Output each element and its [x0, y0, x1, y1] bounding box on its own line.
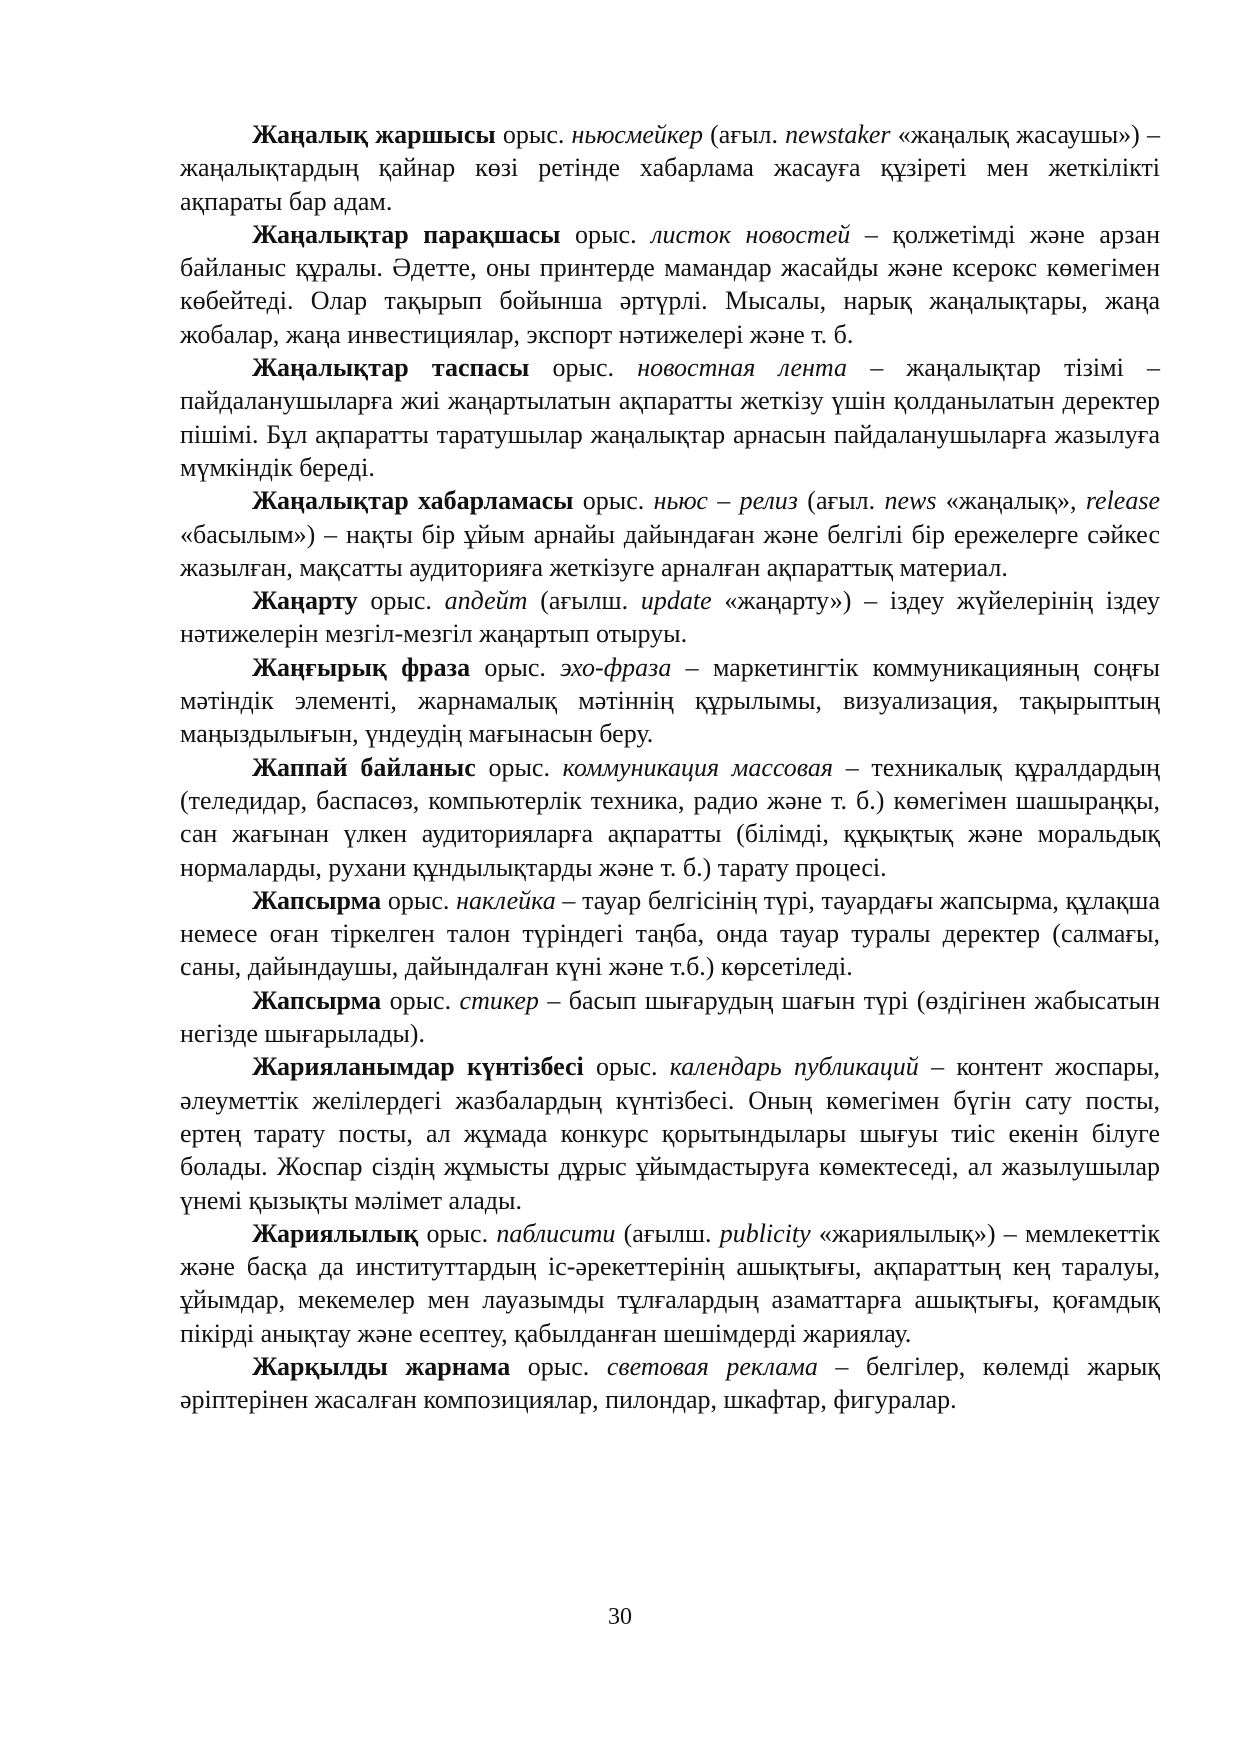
entry-text: – контент жоспары, әлеуметтік желілердегі жазбалардың күнтізбесі. Оның көмегімен бүгін сату посты, ертең тарату посты, ал жұмада конкурс қорытындылары шығуы тиіс екенін білуге болады. Жоспар сіздің жұмысты дұрыс ұйымдастыруға көмектеседі, ал жазылушылар үнемі қызықты мәлімет алады. — [180, 1052, 1160, 1215]
entry-term: Жаңарту — [252, 586, 358, 616]
entry-text: орыс. — [357, 586, 445, 616]
entry-foreign-term: календарь публикаций — [669, 1052, 919, 1082]
glossary-entry — [180, 651, 1160, 751]
entry-text: орыс. — [381, 985, 460, 1015]
entry-foreign-term: update — [640, 586, 712, 616]
entry-text: «жаңарту») – іздеу жүйелерінің іздеу нәтижелерін мезгіл-мезгіл жаңартып отыруы. — [180, 586, 1160, 649]
entry-text: (ағылш. — [615, 1218, 720, 1248]
entry-term: Жаппай байланыс — [252, 752, 476, 782]
entry-text: орыс. — [495, 120, 572, 149]
entry-text: «жаңалық», — [936, 486, 1086, 516]
entry-text: орыс. — [583, 1052, 670, 1082]
entry-text: – тауар белгісінің түрі, тауардағы жапсырма, құлақша немесе оған тіркелген талон түріндегі таңба, онда тауар туралы деректер (салмағы, саны, дайындаушы, дайындалған күні және т.б.) көрсетіледі. — [180, 885, 1160, 982]
entry-text: «жариялылық») – мемлекеттік және басқа да институттардың іс-әрекеттерінің ашықтығы, ақпараттың кең таралуы, ұйымдар, мекемелер мен лауазымды тұлғалардың азаматтарға ашықтығы, қоғамдық пікірді анықтау және есептеу, қабылданған шешімдерді жариялау. — [180, 1218, 1161, 1348]
entry-text: (ағыл. — [702, 120, 786, 149]
entry-text: – қолжетімді және арзан байланыс құралы. Әдетте, оны принтерде мамандар жасайды және ксерокс көмегімен көбейтеді. Олар тақырып бойынша әртүрлі. Мысалы, нарық жаңалықтары, жаңа жобалар, жаңа инвестициялар, экспорт нәтижелері және т. б. — [180, 219, 1161, 349]
glossary-entry — [180, 984, 1160, 1051]
entry-foreign-term: newstaker — [785, 120, 891, 149]
entry-foreign-term: новостная лента — [637, 353, 848, 383]
entry-text: – белгілер, көлемді жарық әріптерінен жасалған композициялар, пилондар, шкафтар, фигуралар. — [180, 1351, 1160, 1415]
entry-foreign-term: ньюсмейкер — [571, 120, 703, 149]
entry-foreign-term: release — [1085, 486, 1160, 516]
entry-text: орыс. — [510, 1351, 607, 1381]
page-number: 30 — [608, 1604, 632, 1630]
glossary-entry — [180, 118, 1160, 218]
entry-text: орыс. — [560, 219, 652, 249]
entry-foreign-term: news — [884, 486, 937, 516]
entry-term: Жаңалықтар парақшасы — [252, 219, 561, 249]
entry-foreign-term: паблисити — [496, 1218, 616, 1248]
entry-term: Жаңалық жаршысы — [252, 120, 496, 149]
entry-foreign-term: эхо-фраза — [560, 652, 672, 682]
entry-foreign-term: апдейт — [444, 586, 528, 616]
entry-foreign-term: publicity — [719, 1218, 811, 1248]
entry-text: (ағылш. — [527, 586, 641, 616]
glossary-body — [180, 118, 1160, 1417]
entry-text: – маркетингтік коммуникацияның соңғы мәтіндік элементі, жарнамалық мәтіннің құрылымы, визуализация, тақырыптың маңыздылығын, үндеудің мағынасын беру. — [180, 652, 1160, 749]
entry-text: орыс. — [470, 652, 561, 682]
entry-text: – жаңалықтар тізімі – пайдаланушыларға жиі жаңартылатын ақпаратты жеткізу үшін қолданылатын деректер пішімі. Бұл ақпаратты таратушылар жаңалықтар арнасын пайдаланушыларға жазылуға мүмкіндік береді. — [180, 353, 1160, 482]
entry-text: – техникалық құралдардың (теледидар, баспасөз, компьютерлік техника, радио және т. б.) көмегімен шашыраңқы, сан жағынан үлкен аудиторияларға ақпаратты (білімді, құқықтық және моральдық нормаларды, рухани құндылықтарды және т. б.) тарату процесі. — [180, 752, 1160, 882]
entry-term: Жарияланымдар күнтізбесі — [252, 1052, 584, 1082]
entry-term: Жаңғырық фраза — [252, 652, 471, 682]
glossary-entry — [180, 584, 1160, 651]
glossary-entry — [180, 751, 1160, 884]
glossary-entry — [180, 484, 1160, 584]
glossary-entry — [180, 1217, 1160, 1350]
entry-text: орыс. — [381, 885, 457, 915]
entry-term: Жариялылық — [252, 1218, 419, 1248]
entry-foreign-term: листок новостей — [651, 219, 851, 249]
entry-term: Жаңалықтар хабарламасы — [252, 486, 574, 516]
entry-text: орыс. — [573, 486, 654, 516]
entry-text: «жаңалық жасаушы») – жаңалықтардың қайнар көзі ретінде хабарлама жасауға құзіреті мен жеткілікті ақпараты бар адам. — [180, 120, 1160, 216]
glossary-entry — [180, 884, 1160, 984]
glossary-entry — [180, 1350, 1160, 1417]
entry-foreign-term: световая реклама — [606, 1351, 818, 1381]
entry-term: Жапсырма — [252, 885, 382, 915]
entry-foreign-term: ньюс – релиз — [653, 486, 798, 516]
entry-foreign-term: коммуникация массовая — [562, 752, 833, 782]
glossary-entry — [180, 218, 1160, 351]
glossary-entry — [180, 351, 1160, 484]
entry-foreign-term: наклейка — [456, 885, 556, 915]
entry-foreign-term: стикер — [459, 985, 539, 1015]
entry-term: Жаңалықтар таспасы — [252, 353, 530, 383]
entry-term: Жапсырма — [252, 985, 382, 1015]
entry-text: «басылым») – нақты бір ұйым арнайы дайындаған және белгілі бір ережелерге сәйкес жазылған, мақсатты аудиторияға жеткізуге арналған ақпараттық материал. — [180, 519, 1160, 582]
entry-text: орыс. — [475, 752, 563, 782]
entry-text: орыс. — [418, 1218, 497, 1248]
entry-text: (ағыл. — [797, 486, 885, 516]
glossary-entry — [180, 1050, 1160, 1216]
entry-text: орыс. — [529, 353, 638, 383]
entry-text: – басып шығарудың шағын түрі (өздігінен жабысатын негізде шығарылады). — [180, 985, 1161, 1049]
entry-term: Жарқылды жарнама — [252, 1351, 511, 1381]
